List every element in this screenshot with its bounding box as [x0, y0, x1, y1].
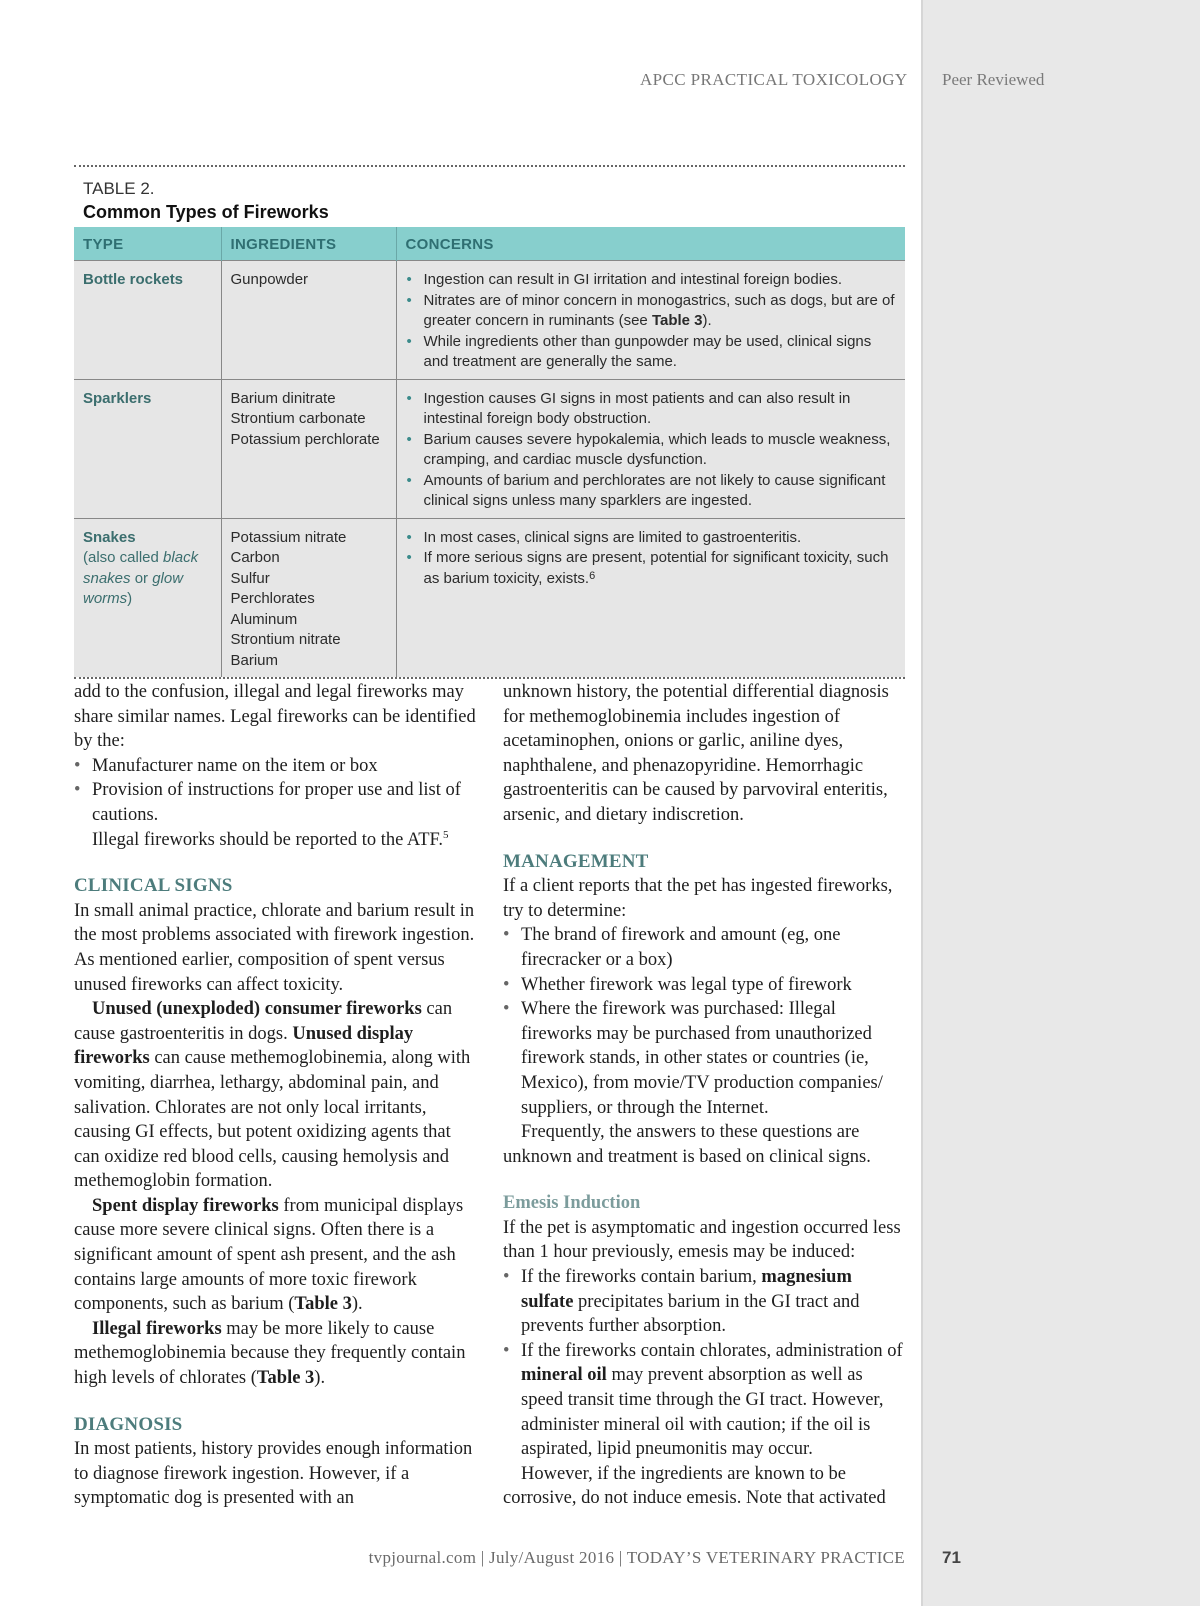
ingredients-cell	[221, 261, 396, 380]
running-header: APCC PRACTICAL TOXICOLOGY	[640, 70, 908, 89]
list-text: If the fireworks contain barium,	[521, 1267, 762, 1288]
footer-text: tvpjournal.com | July/August 2016 | TODAY’S VETERINARY PRACTICE	[368, 1548, 905, 1567]
paragraph	[74, 997, 476, 1194]
type-cell: Bottle rockets	[74, 261, 221, 380]
table-ref: Table 3	[651, 312, 703, 329]
type-name: Snakes	[83, 528, 136, 546]
table-row	[74, 261, 905, 380]
concerns-cell	[396, 261, 905, 380]
ingredient: Carbon	[230, 549, 280, 566]
ingredients-cell	[221, 518, 396, 677]
concerns-cell	[396, 518, 905, 677]
note-text: (also called	[83, 549, 164, 566]
ingredient: Perchlorates	[230, 590, 315, 607]
paragraph-text: can cause gastroenteritis in dogs.	[74, 999, 453, 1044]
list-text: may prevent absorption as well as speed transit time through the GI tract. However, administer mineral oil with caution; if the oil is aspirated, lipid pneumonitis may occur.	[521, 1365, 884, 1460]
list-item: • Whether firework was legal type of firework	[503, 973, 905, 998]
margin-sidebar	[921, 0, 1200, 1606]
ingredient: Potassium perchlorate	[230, 430, 380, 448]
paragraph	[74, 1317, 476, 1391]
paragraph-text: ).	[351, 1294, 363, 1315]
list-item: • Manufacturer name on the item or box	[74, 754, 476, 779]
paragraph: add to the confusion, illegal and legal fireworks may share similar names. Legal fireworks can be identified by the:	[74, 682, 476, 752]
bold-term: Unused display fireworks	[74, 1023, 414, 1069]
list-item: • The brand of firework and amount (eg, one firecracker or a box)	[503, 923, 905, 972]
paragraph: If the pet is asymptomatic and ingestion occurred less than 1 hour previously, emesis may be induced:	[503, 1217, 901, 1263]
concern-item: • Barium causes severe hypokalemia, which leads to muscle weakness, cramping, and cardiac muscle dysfunction.	[406, 430, 897, 471]
ingredient: Potassium nitrate	[230, 528, 347, 546]
ingredient: Aluminum	[230, 610, 298, 628]
note-italic: glow worms	[83, 569, 184, 607]
paragraph: In most patients, history provides enough information to diagnose firework ingestion. However, if a symptomatic dog is presented with an	[74, 1439, 473, 1509]
left-column	[74, 680, 476, 1511]
table-number: TABLE 2.	[83, 179, 155, 198]
heading-management: MANAGEMENT	[503, 850, 649, 872]
bullet-list	[503, 1265, 905, 1462]
bold-term: Unused (unexploded) consumer fireworks	[92, 999, 422, 1020]
ingredients-cell	[221, 379, 396, 518]
page-number: 71	[942, 1548, 961, 1567]
bullet-list	[503, 923, 905, 1120]
list-text: precipitates barium in the GI tract and prevents further absorption.	[521, 1291, 860, 1337]
concern-text: If more serious signs are present, potential for significant toxicity, such as barium toxicity, exists.	[423, 549, 889, 587]
table-row	[74, 379, 905, 518]
paragraph-text: from municipal displays cause more severe clinical signs. Often there is a significant amount of spent ash present, and the ash contains large amounts of more toxic firework components, such as barium (	[74, 1195, 464, 1315]
table-caption	[74, 167, 905, 227]
column-header-ingredients: INGREDIENTS	[221, 227, 396, 261]
heading-diagnosis: DIAGNOSIS	[74, 1413, 183, 1435]
peer-reviewed-label: Peer Reviewed	[942, 70, 1045, 89]
concern-item: • In most cases, clinical signs are limited to gastroenteritis.	[406, 528, 897, 549]
bold-term: Illegal fireworks	[92, 1318, 222, 1339]
concern-text: Nitrates are of minor concern in monogastrics, such as dogs, but are of greater concern in ruminants (see	[423, 291, 895, 329]
ingredient: Strontium nitrate	[230, 631, 341, 648]
ingredient: Sulfur	[230, 569, 270, 587]
bold-term: mineral oil	[521, 1365, 607, 1386]
table-header-row	[74, 227, 905, 261]
bullet-list	[74, 754, 476, 828]
concern-item	[406, 291, 897, 332]
ingredient: Barium	[230, 651, 279, 669]
table-ref: Table 3	[256, 1368, 315, 1389]
note-text: or	[130, 569, 153, 587]
heading-clinical-signs: CLINICAL SIGNS	[74, 875, 233, 897]
list-item	[503, 1265, 905, 1339]
concern-item: • Amounts of barium and perchlorates are not likely to cause significant clinical signs unless many sparklers are ingested.	[406, 471, 897, 512]
ingredient: Gunpowder	[230, 271, 309, 288]
table	[74, 227, 905, 677]
paragraph-text: may be more likely to cause methemoglobinemia because they frequently contain high levels of chlorates (	[74, 1318, 466, 1389]
concern-item: • Ingestion can result in GI irritation and intestinal foreign bodies.	[406, 270, 897, 291]
bold-term: magnesium sulfate	[521, 1267, 852, 1312]
table-ref: Table 3	[294, 1294, 352, 1315]
list-text: If the fireworks contain chlorates, administration of	[521, 1340, 903, 1361]
reference-sup: 5	[442, 828, 449, 841]
note-italic: black snakes	[83, 549, 199, 587]
ingredient: Barium dinitrate	[230, 389, 336, 407]
paragraph	[74, 828, 476, 853]
type-cell: Sparklers	[74, 379, 221, 518]
concern-text-end: ).	[702, 312, 712, 329]
paragraph: If a client reports that the pet has ingested fireworks, try to determine:	[503, 876, 893, 921]
paragraph: unknown history, the potential differential diagnosis for methemoglobinemia includes ingestion of acetaminophen, onions or garlic, aniline dyes, naphthalene, and phenazopyridine. Hemorrhagic gastroenteritis can be caused by parvoviral enteritis, arsenic, and dietary indiscretion.	[503, 682, 889, 825]
paragraph-text: can cause methemoglobinemia, along with vomiting, diarrhea, lethargy, abdominal pain, and salivation. Chlorates are not only local irritants, causing GI effects, but potent oxidizing agents that can oxidize red blood cells, causing hemolysis and methemoglobin formation.	[74, 1048, 471, 1192]
list-item: • Where the firework was purchased: Illegal fireworks may be purchased from unauthorized firework stands, in other states or countries (ie, Mexico), from movie/TV production companies/ suppliers, or through the Internet.	[503, 997, 905, 1120]
bold-term: Spent display fireworks	[92, 1195, 279, 1216]
paragraph: However, if the ingredients are known to be corrosive, do not induce emesis. Note that activated	[503, 1463, 886, 1509]
right-column	[503, 680, 905, 1511]
concern-item: • While ingredients other than gunpowder may be used, clinical signs and treatment are generally the same.	[406, 332, 897, 373]
concerns-cell	[396, 379, 905, 518]
list-item: • Provision of instructions for proper use and list of cautions.	[74, 778, 476, 827]
ingredient: Strontium carbonate	[230, 410, 366, 427]
type-cell	[74, 518, 221, 677]
note-text: )	[127, 590, 133, 607]
concern-item	[406, 548, 897, 589]
column-header-concerns: CONCERNS	[396, 227, 905, 261]
paragraph-text: Illegal fireworks should be reported to the ATF.	[92, 829, 443, 850]
paragraph	[74, 1194, 476, 1317]
table-title: Common Types of Fireworks	[83, 202, 329, 222]
paragraph-text: ).	[314, 1368, 326, 1389]
paragraph: Frequently, the answers to these questions are unknown and treatment is based on clinical signs.	[503, 1122, 871, 1167]
table-row	[74, 518, 905, 677]
fireworks-table	[74, 165, 905, 679]
column-header-type: TYPE	[74, 227, 221, 261]
reference-sup: 6	[589, 569, 596, 582]
list-item	[503, 1339, 905, 1462]
paragraph: In small animal practice, chlorate and barium result in the most problems associated with firework ingestion. As mentioned earlier, composition of spent versus unused fireworks can affect toxicity.	[74, 900, 475, 995]
heading-emesis-induction: Emesis Induction	[503, 1193, 641, 1214]
concern-item: • Ingestion causes GI signs in most patients and can also result in intestinal foreign body obstruction.	[406, 389, 897, 430]
type-note	[83, 548, 212, 610]
